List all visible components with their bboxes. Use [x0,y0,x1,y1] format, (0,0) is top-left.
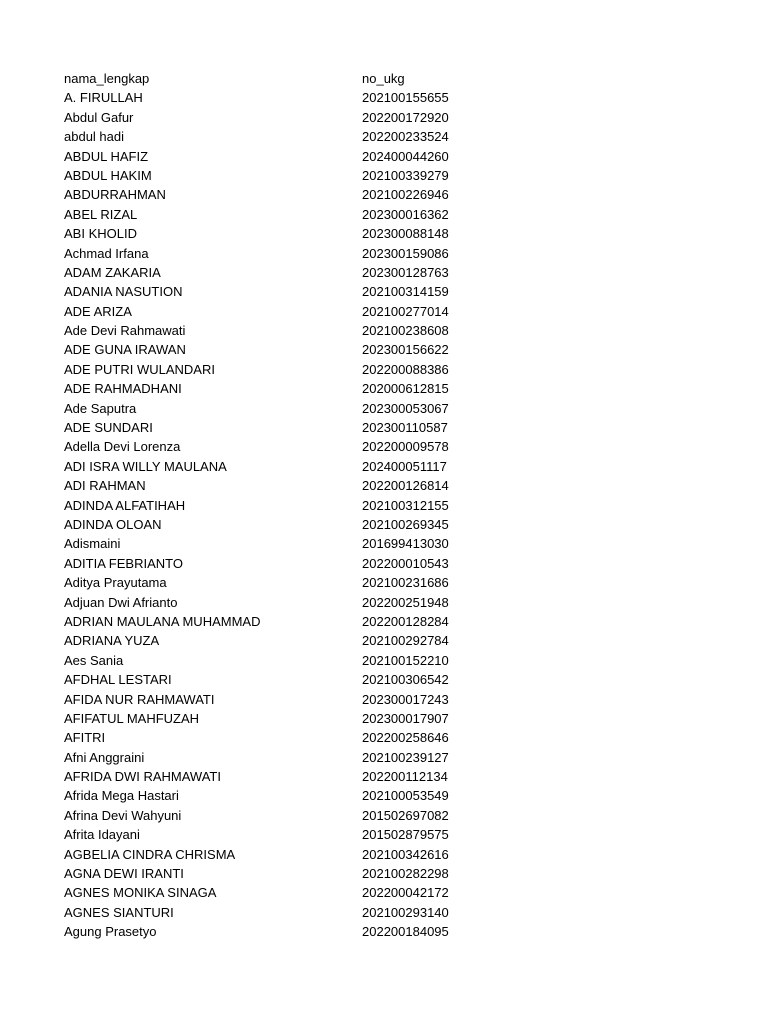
data-table [64,69,704,942]
table-row [64,224,704,243]
table-row [64,147,704,166]
cell-no-ukg: 202200126814 [362,478,449,494]
table-row [64,806,704,825]
cell-nama-lengkap: Aes Sania [64,652,124,668]
cell-nama-lengkap: Agung Prasetyo [64,924,157,940]
table-row [64,690,704,709]
table-row [64,534,704,553]
cell-nama-lengkap: Afrida Mega Hastari [64,788,179,804]
cell-no-ukg: 202100293140 [362,904,449,920]
cell-no-ukg: 202100277014 [362,303,449,319]
cell-nama-lengkap: AFIDA NUR RAHMAWATI [64,691,215,707]
cell-no-ukg: 202100226946 [362,187,449,203]
table-row [64,437,704,456]
table-row [64,185,704,204]
table-row [64,728,704,747]
cell-nama-lengkap: AGBELIA CINDRA CHRISMA [64,846,236,862]
cell-nama-lengkap: Afni Anggraini [64,749,145,765]
table-row [64,263,704,282]
cell-no-ukg: 202300053067 [362,400,449,416]
table-row [64,418,704,437]
cell-no-ukg: 202100282298 [362,866,449,882]
cell-nama-lengkap: ADI RAHMAN [64,478,146,494]
table-row [64,845,704,864]
cell-nama-lengkap: ADE GUNA IRAWAN [64,342,186,358]
table-header [64,69,704,88]
cell-nama-lengkap: ABI KHOLID [64,226,137,242]
cell-no-ukg: 202100269345 [362,516,449,532]
cell-nama-lengkap: ADRIANA YUZA [64,633,160,649]
cell-no-ukg: 202200251948 [362,594,449,610]
cell-no-ukg: 202200128284 [362,613,449,629]
cell-nama-lengkap: ADE PUTRI WULANDARI [64,361,215,377]
cell-nama-lengkap: ADE ARIZA [64,303,132,319]
table-row [64,127,704,146]
cell-no-ukg: 202100152210 [362,652,449,668]
table-body [64,88,704,941]
cell-no-ukg: 202200112134 [362,769,448,785]
table-row [64,379,704,398]
table-row [64,340,704,359]
cell-nama-lengkap: ADINDA OLOAN [64,516,162,532]
cell-nama-lengkap: ABDUL HAKIM [64,167,152,183]
column-header-nama-lengkap: nama_lengkap [64,71,150,86]
table-row [64,573,704,592]
cell-nama-lengkap: ABDURRAHMAN [64,187,166,203]
cell-no-ukg: 202100342616 [362,846,449,862]
table-row [64,515,704,534]
cell-no-ukg: 202000612815 [362,381,449,397]
cell-nama-lengkap: Ade Devi Rahmawati [64,323,186,339]
cell-no-ukg: 202300110587 [362,420,448,436]
table-row [64,282,704,301]
table-row [64,360,704,379]
table-row [64,399,704,418]
cell-no-ukg: 202100155655 [362,90,449,106]
cell-nama-lengkap: abdul hadi [64,129,124,145]
cell-no-ukg: 202100231686 [362,575,449,591]
cell-nama-lengkap: Adjuan Dwi Afrianto [64,594,178,610]
cell-nama-lengkap: Ade Saputra [64,400,137,416]
column-header-no-ukg: no_ukg [362,71,405,86]
cell-nama-lengkap: ADAM ZAKARIA [64,264,161,280]
cell-nama-lengkap: AGNES MONIKA SINAGA [64,885,217,901]
cell-nama-lengkap: ADITIA FEBRIANTO [64,555,183,571]
cell-nama-lengkap: Adismaini [64,536,121,552]
cell-nama-lengkap: AGNA DEWI IRANTI [64,866,184,882]
table-row [64,205,704,224]
cell-nama-lengkap: AFIFATUL MAHFUZAH [64,710,200,726]
cell-no-ukg: 201502697082 [362,807,449,823]
table-row [64,922,704,941]
table-row [64,786,704,805]
cell-nama-lengkap: Abdul Gafur [64,109,134,125]
cell-no-ukg: 202200088386 [362,361,449,377]
cell-nama-lengkap: AFRIDA DWI RAHMAWATI [64,769,221,785]
cell-no-ukg: 202200042172 [362,885,449,901]
table-row [64,593,704,612]
cell-nama-lengkap: ABDUL HAFIZ [64,148,149,164]
cell-no-ukg: 202200258646 [362,730,449,746]
cell-no-ukg: 202200010543 [362,555,449,571]
cell-no-ukg: 201699413030 [362,536,449,552]
table-row [64,631,704,650]
cell-nama-lengkap: A. FIRULLAH [64,90,143,106]
cell-nama-lengkap: Achmad Irfana [64,245,149,261]
table-row [64,457,704,476]
cell-no-ukg: 202100339279 [362,167,449,183]
table-row [64,476,704,495]
cell-nama-lengkap: Afrina Devi Wahyuni [64,807,182,823]
cell-no-ukg: 201502879575 [362,827,449,843]
cell-no-ukg: 202200233524 [362,129,449,145]
table-row [64,903,704,922]
cell-no-ukg: 202100239127 [362,749,449,765]
cell-no-ukg: 202100306542 [362,672,449,688]
table-row [64,883,704,902]
cell-no-ukg: 202200009578 [362,439,449,455]
cell-no-ukg: 202300017907 [362,710,449,726]
cell-no-ukg: 202300088148 [362,226,449,242]
table-row [64,88,704,107]
cell-nama-lengkap: ADI ISRA WILLY MAULANA [64,458,227,474]
cell-nama-lengkap: ADRIAN MAULANA MUHAMMAD [64,613,261,629]
table-row [64,554,704,573]
cell-nama-lengkap: ADE SUNDARI [64,420,153,436]
cell-no-ukg: 202100292784 [362,633,449,649]
table-row [64,864,704,883]
table-row [64,748,704,767]
cell-no-ukg: 202300016362 [362,206,449,222]
cell-nama-lengkap: ADINDA ALFATIHAH [64,497,186,513]
table-row [64,767,704,786]
table-row [64,651,704,670]
table-row [64,321,704,340]
cell-nama-lengkap: Adella Devi Lorenza [64,439,181,455]
cell-nama-lengkap: Aditya Prayutama [64,575,167,591]
cell-nama-lengkap: AGNES SIANTURI [64,904,174,920]
table-row [64,612,704,631]
table-row [64,302,704,321]
table-row [64,166,704,185]
cell-no-ukg: 202100312155 [362,497,449,513]
table-row [64,709,704,728]
table-row [64,825,704,844]
table-row [64,496,704,515]
cell-nama-lengkap: ADE RAHMADHANI [64,381,182,397]
cell-nama-lengkap: Afrita Idayani [64,827,140,843]
table-row [64,108,704,127]
cell-no-ukg: 202200184095 [362,924,449,940]
cell-no-ukg: 202300156622 [362,342,449,358]
cell-nama-lengkap: ADANIA NASUTION [64,284,183,300]
table-row [64,244,704,263]
cell-nama-lengkap: AFITRI [64,730,106,746]
cell-no-ukg: 202300128763 [362,264,449,280]
cell-no-ukg: 202100053549 [362,788,449,804]
cell-no-ukg: 202200172920 [362,109,449,125]
cell-no-ukg: 202300017243 [362,691,449,707]
cell-no-ukg: 202400051117 [362,458,447,474]
cell-no-ukg: 202400044260 [362,148,449,164]
cell-nama-lengkap: AFDHAL LESTARI [64,672,172,688]
cell-no-ukg: 202100238608 [362,323,449,339]
cell-nama-lengkap: ABEL RIZAL [64,206,138,222]
table-row [64,670,704,689]
cell-no-ukg: 202300159086 [362,245,449,261]
cell-no-ukg: 202100314159 [362,284,449,300]
